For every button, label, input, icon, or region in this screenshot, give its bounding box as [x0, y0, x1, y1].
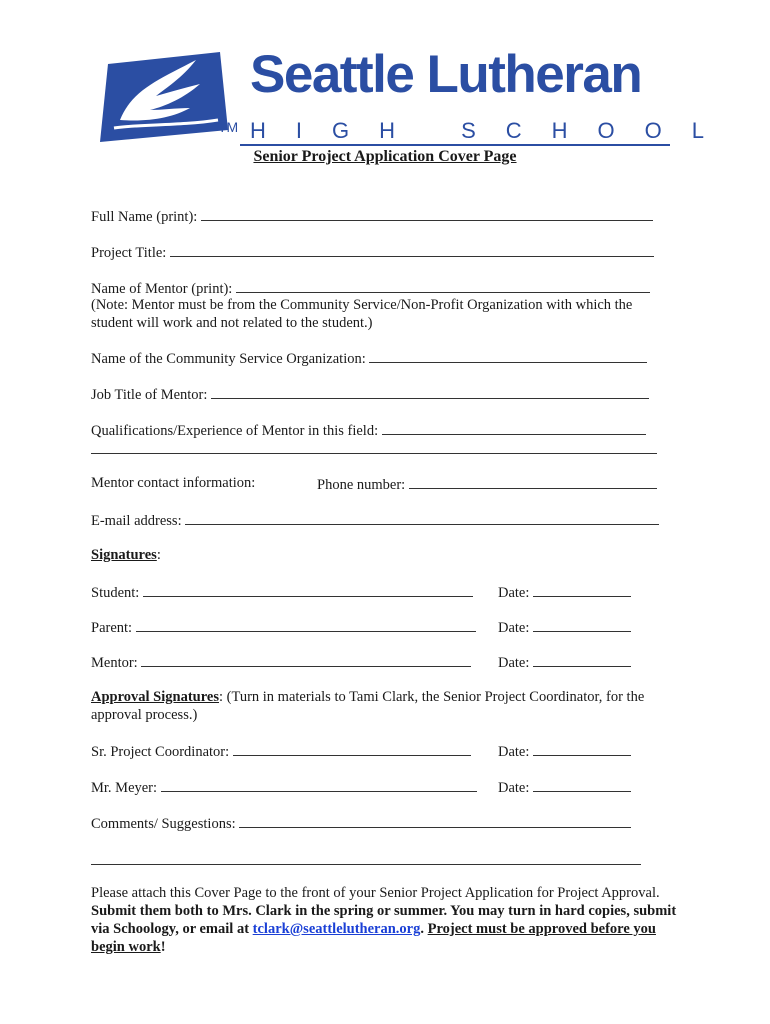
student-date-row: [498, 582, 631, 602]
coordinator-date-label: Date:: [498, 744, 530, 760]
signatures-heading: Signatures: [91, 547, 157, 563]
parent-sign-row: [91, 617, 476, 637]
contact-row: [91, 474, 255, 492]
full-name-row: [91, 206, 653, 226]
meyer-sign-field[interactable]: [161, 777, 477, 792]
job-title-label: Job Title of Mentor:: [91, 387, 208, 403]
student-date-label: Date:: [498, 585, 530, 601]
email-label: E-mail address:: [91, 513, 182, 529]
meyer-date-label: Date:: [498, 780, 530, 796]
organization-row: [91, 348, 647, 368]
footer-text-1: Please attach this Cover Page to the front of your Senior Project Application for Project Approval.: [91, 885, 660, 901]
phone-label: Phone number:: [317, 477, 406, 493]
mentor-name-row: [91, 278, 650, 298]
approval-text: : (Turn in materials to Tami Clark, the Senior Project Coordinator, for the approval process.): [91, 689, 645, 723]
page-title: Senior Project Application Cover Page: [253, 148, 517, 165]
comments-row: [91, 813, 631, 833]
student-date-field[interactable]: [533, 582, 631, 597]
comments-label: Comments/ Suggestions:: [91, 816, 236, 832]
organization-label: Name of the Community Service Organization:: [91, 351, 366, 367]
project-title-label: Project Title:: [91, 245, 167, 261]
footer-text-2: Submit them both to Mrs. Clark in the spring or summer: [91, 903, 444, 919]
parent-sign-field[interactable]: [136, 617, 476, 632]
email-field[interactable]: [185, 510, 659, 525]
parent-date-field[interactable]: [533, 617, 631, 632]
student-label: Student:: [91, 585, 140, 601]
logo-school-name: Seattle Lutheran: [250, 45, 642, 104]
coordinator-date-field[interactable]: [533, 741, 631, 756]
coordinator-sign-row: [91, 741, 471, 761]
coordinator-date-row: [498, 741, 631, 761]
mentor-date-label: Date:: [498, 655, 530, 671]
coordinator-email-link[interactable]: tclark@seattlelutheran.org: [252, 921, 421, 937]
full-name-label: Full Name (print):: [91, 209, 198, 225]
phone-field[interactable]: [409, 474, 657, 489]
qualifications-row: [91, 420, 646, 440]
student-sign-field[interactable]: [143, 582, 473, 597]
meyer-date-field[interactable]: [533, 777, 631, 792]
qualifications-field[interactable]: [382, 420, 646, 435]
school-logo: [100, 44, 735, 152]
mentor-sign-field[interactable]: [141, 652, 471, 667]
parent-label: Parent:: [91, 620, 133, 636]
mentor-name-label: Name of Mentor (print):: [91, 281, 233, 297]
comments-field[interactable]: [239, 813, 631, 828]
logo-trademark: TM: [218, 119, 239, 135]
footer-instructions: [91, 884, 681, 956]
email-row: [91, 510, 659, 530]
phone-row: [317, 474, 657, 494]
footer-text-6: !: [160, 939, 166, 955]
approval-intro: [91, 688, 677, 724]
organization-field[interactable]: [369, 348, 647, 363]
mentor-date-row: [498, 652, 631, 672]
job-title-row: [91, 384, 649, 404]
signatures-heading-row: [91, 546, 161, 564]
mentor-note: (Note: Mentor must be from the Community Service/Non-Profit Organization with which the student will work and not related to the student.): [91, 297, 633, 331]
coordinator-label: Sr. Project Coordinator:: [91, 744, 230, 760]
meyer-sign-row: [91, 777, 477, 797]
student-sign-row: [91, 582, 473, 602]
contact-label: Mentor contact information:: [91, 475, 256, 491]
footer-text-5: Project must be approved before you begin work: [91, 921, 656, 955]
footer-text-3: . You may turn in hard copies, submit via Schoology, or email at: [91, 903, 677, 937]
book-wing-icon: [100, 50, 232, 142]
parent-date-label: Date:: [498, 620, 530, 636]
mentor-label: Mentor:: [91, 655, 138, 671]
coordinator-sign-field[interactable]: [233, 741, 471, 756]
mentor-name-field[interactable]: [236, 278, 650, 293]
mentor-date-field[interactable]: [533, 652, 631, 667]
project-title-row: [91, 242, 654, 262]
approval-heading: Approval Signatures: [91, 689, 219, 705]
qualifications-label: Qualifications/Experience of Mentor in this field:: [91, 423, 379, 439]
mentor-sign-row: [91, 652, 471, 672]
full-name-field[interactable]: [201, 206, 653, 221]
qualifications-field-line2[interactable]: [91, 453, 657, 454]
logo-rule: [240, 144, 670, 146]
job-title-field[interactable]: [211, 384, 649, 399]
project-title-field[interactable]: [170, 242, 654, 257]
footer-text-4: .: [420, 921, 424, 937]
comments-field-line2[interactable]: [91, 864, 641, 865]
meyer-date-row: [498, 777, 631, 797]
parent-date-row: [498, 617, 631, 637]
logo-subtitle: HIGH SCHOOL: [250, 118, 735, 143]
meyer-label: Mr. Meyer:: [91, 780, 158, 796]
signatures-colon: :: [156, 547, 161, 563]
